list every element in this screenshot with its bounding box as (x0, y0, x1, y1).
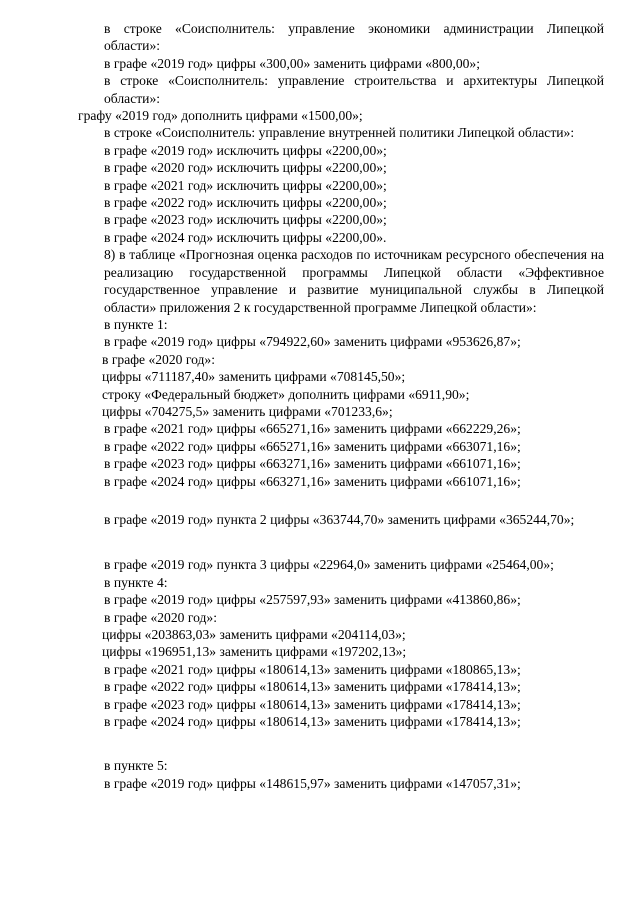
paragraph-point-1-heading: в пункте 1: (104, 316, 168, 332)
paragraph-item-8: 8) в таблице «Прогнозная оценка расходов по источникам ресурсного обеспечения на реализацию государственной программы Липецкой области «Эффективное государственное управление и развитие муниципальной службы в Липецкой области» приложения 2 к государственной программе Липецкой области»: (104, 247, 604, 315)
paragraph-point-2: в графе «2019 год» пункта 2 цифры «363744,70» заменить цифрами «365244,70»; (104, 511, 575, 527)
paragraph: в графе «2022 год» цифры «180614,13» заменить цифрами «178414,13»; (104, 679, 521, 695)
paragraph-point-3: в графе «2019 год» пункта 3 цифры «22964,0» заменить цифрами «25464,00»; (104, 557, 554, 573)
paragraph: в графе «2020 год»: (102, 351, 215, 367)
paragraph-construction-row: в строке «Соисполнитель: управление строительства и архитектуры Липецкой области»: (104, 73, 604, 106)
paragraph: цифры «711187,40» заменить цифрами «708145,50»; (102, 369, 406, 385)
paragraph: в графе «2022 год» исключить цифры «2200,00»; (104, 195, 387, 211)
document-page (66, 20, 604, 792)
paragraph: в графе «2021 год» цифры «665271,16» заменить цифрами «662229,26»; (104, 421, 521, 437)
paragraph: в графе «2024 год» цифры «663271,16» заменить цифрами «661071,16»; (104, 473, 521, 489)
paragraph: в графе «2024 год» цифры «180614,13» заменить цифрами «178414,13»; (104, 714, 521, 730)
paragraph: цифры «203863,03» заменить цифрами «204114,03»; (102, 627, 406, 642)
paragraph-point-4-heading: в пункте 4: (104, 574, 168, 590)
paragraph: в графе «2024 год» исключить цифры «2200,00». (104, 229, 387, 245)
paragraph: в графе «2019 год» цифры «300,00» заменить цифрами «800,00»; (104, 55, 481, 71)
paragraph: графу «2019 год» дополнить цифрами «1500,00»; (78, 108, 363, 124)
paragraph: в графе «2019 год» исключить цифры «2200,00»; (104, 142, 387, 158)
paragraph: в графе «2022 год» цифры «665271,16» заменить цифрами «663071,16»; (104, 438, 521, 454)
paragraph: в графе «2019 год» цифры «257597,93» заменить цифрами «413860,86»; (104, 592, 521, 608)
paragraph-point-5-heading: в пункте 5: (104, 758, 168, 774)
paragraph-policy-row: в строке «Соисполнитель: управление внутренней политики Липецкой области»: (104, 125, 575, 141)
paragraph: строку «Федеральный бюджет» дополнить цифрами «6911,90»; (102, 386, 470, 402)
paragraph-econ-row: в строке «Соисполнитель: управление экономики администрации Липецкой области»: (104, 21, 604, 54)
paragraph: в графе «2021 год» исключить цифры «2200,00»; (104, 177, 387, 193)
paragraph: в графе «2020 год»: (104, 609, 217, 625)
paragraph: в графе «2023 год» исключить цифры «2200,00»; (104, 212, 387, 228)
paragraph: в графе «2023 год» цифры «180614,13» заменить цифрами «178414,13»; (104, 696, 521, 712)
paragraph: в графе «2023 год» цифры «663271,16» заменить цифрами «661071,16»; (104, 456, 521, 472)
paragraph: в графе «2021 год» цифры «180614,13» заменить цифрами «180865,13»; (104, 661, 521, 677)
paragraph: в графе «2019 год» цифры «794922,60» заменить цифрами «953626,87»; (104, 334, 521, 350)
paragraph: в графе «2019 год» цифры «148615,97» заменить цифрами «147057,31»; (104, 775, 521, 791)
paragraph: цифры «704275,5» заменить цифрами «701233,6»; (102, 403, 393, 419)
paragraph: цифры «196951,13» заменить цифрами «197202,13»; (102, 644, 407, 660)
paragraph: в графе «2020 год» исключить цифры «2200,00»; (104, 160, 387, 176)
